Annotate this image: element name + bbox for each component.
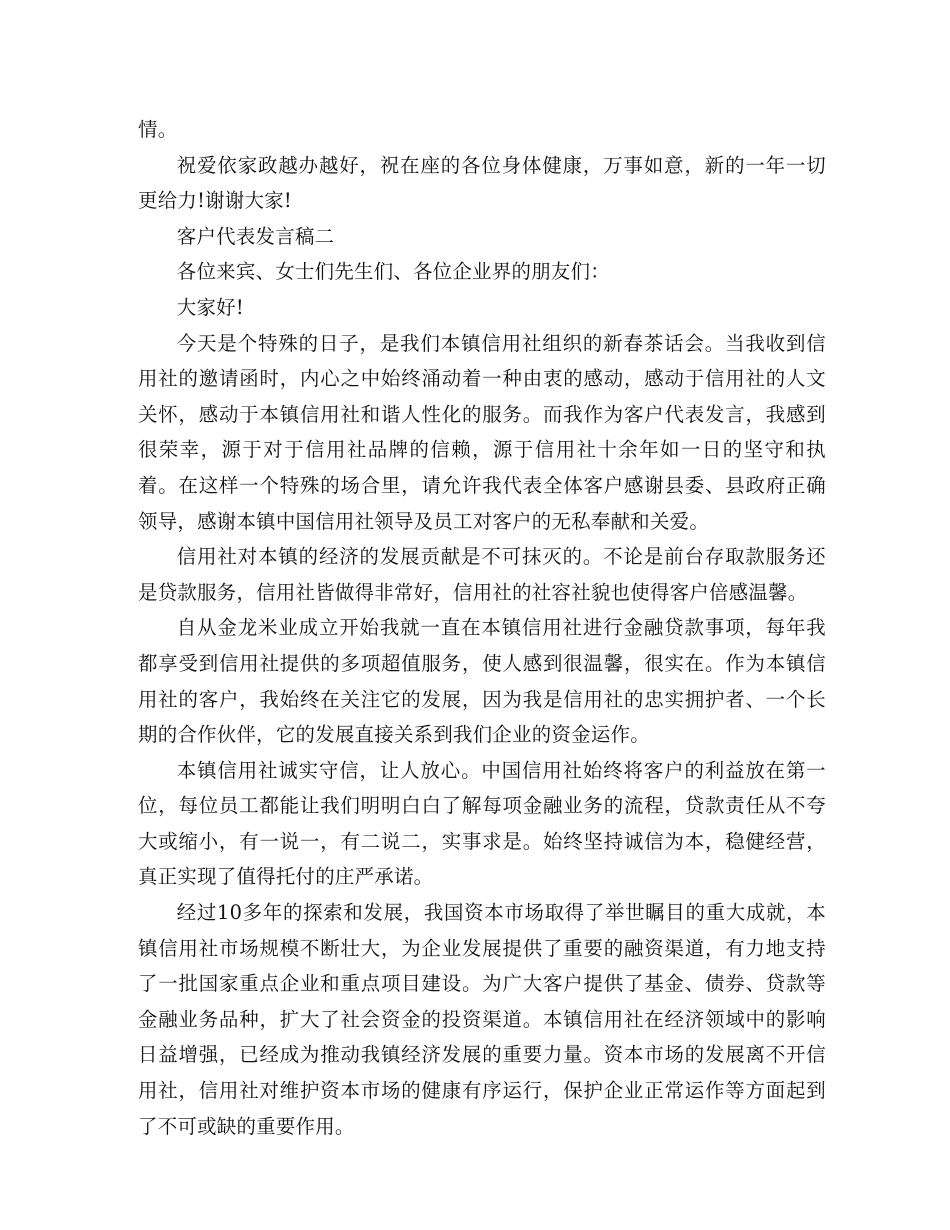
paragraph-experience: 自从金龙米业成立开始我就一直在本镇信用社进行金融贷款事项，每年我都享受到信用社提供的多项超值服务，使人感到很温馨，很实在。作为本镇信用社的客户，我始终在关注它的发展，因为我是信用社的忠实拥护者、一个长期的合作伙伴，它的发展直接关系到我们企业的资金运作。 — [138, 616, 826, 747]
document-body — [138, 112, 826, 1144]
paragraph-closing-wishes: 祝爱依家政越办越好，祝在座的各位身体健康，万事如意，新的一年一切更给力!谢谢大家! — [138, 153, 826, 213]
paragraph-opening: 今天是个特殊的日子，是我们本镇信用社组织的新春茶话会。当我收到信用社的邀请函时，内心之中始终涌动着一种由衷的感动，感动于信用社的人文关怀，感动于本镇信用社和谐人性化的服务。而我作为客户代表发言，我感到很荣幸，源于对于信用社品牌的信赖，源于信用社十余年如一日的坚守和执着。在这样一个特殊的场合里，请允许我代表全体客户感谢县委、县政府正确领导，感谢本镇中国信用社领导及员工对客户的无私奉献和关爱。 — [138, 331, 826, 533]
paragraph-continuation: 情。 — [138, 118, 178, 141]
greeting: 大家好! — [176, 295, 244, 319]
paragraph-contribution: 信用社对本镇的经济的发展贡献是不可抹灭的。不论是前台存取款服务还是贷款服务，信用社皆做得非常好，信用社的社容社貌也使得客户倍感温馨。 — [138, 545, 826, 604]
salutation: 各位来宾、女士们先生们、各位企业界的朋友们： — [176, 260, 610, 284]
paragraph-integrity: 本镇信用社诚实守信，让人放心。中国信用社始终将客户的利益放在第一位，每位员工都能让我们明明白白了解每项金融业务的流程，贷款责任从不夸大或缩小，有一说一，有二说二，实事求是。始终坚持诚信为本，稳健经营，真正实现了值得托付的庄严承诺。 — [138, 758, 826, 889]
section-heading: 客户代表发言稿二 — [176, 224, 335, 248]
paragraph-development: 经过10多年的探索和发展，我国资本市场取得了举世瞩目的重大成就，本镇信用社市场规模不断壮大，为企业发展提供了重要的融资渠道，有力地支持了一批国家重点企业和重点项目建设。为广大客户提供了基金、债券、贷款等金融业务品种，扩大了社会资金的投资渠道。本镇信用社在经济领域中的影响日益增强，已经成为推动我镇经济发展的重要力量。资本市场的发展离不开信用社，信用社对维护资本市场的健康有序运行，保护企业正常运作等方面起到了不可或缺的重要作用。 — [138, 901, 826, 1138]
